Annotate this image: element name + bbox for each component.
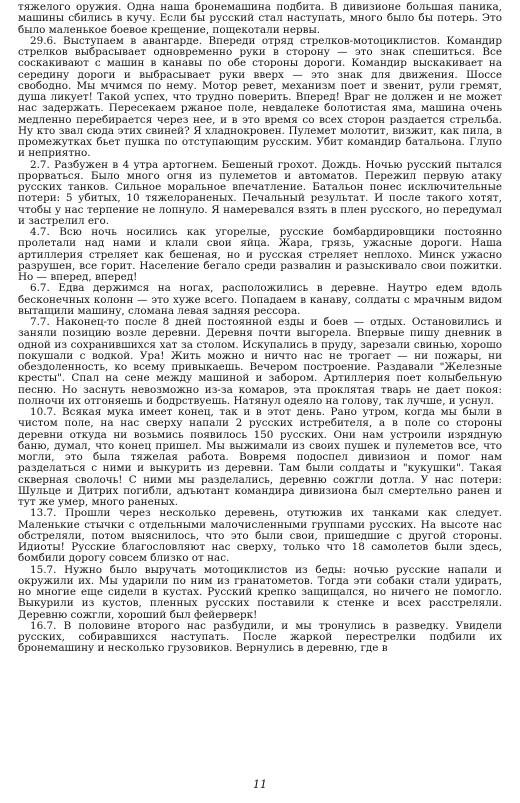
document-page <box>18 2 502 655</box>
paragraph-continuation: тяжелого оружия. Одна наша бронемашина подбита. В дивизионе большая паника, машины сбились в кучу. Если бы русский стал наступать, много было бы потерь. Это было маленькое боевое крещение, пощекотали нервы. <box>18 1 502 36</box>
entry-4-7: 4.7. Всю ночь носились как угорелые, русские бомбардировщики постоянно пролетали над нами и клали свои яйца. Жара, грязь, ужасные дороги. Наша артиллерия стреляет как бешеная, но и русская стреляет неплохо. Минск ужасно разрушен, все горит. Население бегало среди развалин и разыскивало свои пожитки. Но — вперед, вперед! <box>18 226 502 283</box>
entry-10-7: 10.7. Всякая мука имеет конец, так и в этот день. Рано утром, когда мы были в чистом поле, на нас сверху напали 2 русских истребителя, а в поле со стороны деревни откуда ни возьмись появилось 150 русских. Они нам устроили изрядную баню, думал, что конец пришел. Мы выжимали из своих пушек и пулеметов все, что могли, это была тяжелая работа. Вовремя подоспел дивизион и помог нам разделаться с ними и выкурить из деревни. Там были солдаты и "кукушки". Такая скверная сволочь! С ними мы разделались, деревню сожгли дотла. У нас потери: Шульце и Дитрих погибли, адъютант командира дивизиона был смертельно ранен и тут же умер, много раненых. <box>18 406 502 508</box>
page-number: 11 <box>253 778 267 791</box>
entry-2-7: 2.7. Разбужен в 4 утра артогнем. Бешеный грохот. Дождь. Ночью русский пытался прорваться. Было много огня из пулеметов и автоматов. Пережил первую атаку русских танков. Сильное моральное впечатление. Батальон понес исключительные потери: 5 убитых, 10 тяжелораненых. Печальный результат. И после такого хотят, чтобы у нас терпение не лопнуло. Я намеревался взять в плен русского, но передумал и застрелил его. <box>18 158 502 227</box>
entry-7-7: 7.7. Наконец-то после 8 дней постоянной езды и боев — отдых. Остановились и заняли позицию возле деревни. Деревня почти выгорела. Впервые пишу дневник в одной из сохранившихся хат за столом. Искупались в пруду, зарезали свинью, хорошо покушали с водкой. Ура! Жить можно и ничто нас не трогает — ни пожары, ни обездоленность, ко всему привыкаешь. Вечером построение. Раздавали "Железные кресты". Спал на сене между машиной и забором. Артиллерия поет колыбельную песню. Но заснуть невозможно из-за комаров, эта проклятая тварь не дает покоя: полночи их отгоняешь и бодрствуешь. Натянул одеяло на голову, так лучше, и уснул. <box>18 316 502 407</box>
entry-29-6: 29.6. Выступаем в авангарде. Впереди отряд стрелков-мотоциклистов. Командир стрелков выбрасывает одновременно руки в сторону — это знак спешиться. Все соскакивают с машин в канавы по обе стороны дороги. Командир выскакивает на середину дороги и выбрасывает руки вверх — это знак для движения. Шоссе свободно. Мы мчимся по нему. Мотор ревет, механизм поет и звенит, рули гремят, душа ликует! Такой успех, что трудно поверить. Вперед! Враг не должен и не может нас задержать. Пересекаем ржаное поле, невдалеке болотистая яма, машина очень медленно перебирается через нее, и в это время со всех сторон раздается стрельба. Ну кто звал сюда этих свиней? Я хладнокровен. Пулемет молотит, визжит, как пила, в промежутках бьет пушка по отступающим русским. Убит командир батальона. Глупо и неприятно. <box>18 34 502 160</box>
entry-6-7: 6.7. Едва держимся на ногах, расположились в деревне. Наутро едем вдоль бесконечных колонн — это хуже всего. Попадаем в канаву, солдаты с мрачным видом вытащили машину, сломана левая задняя рессора. <box>18 282 502 317</box>
entry-16-7: 16.7. В половине второго нас разбудили, и мы тронулись в разведку. Увидели русских, собиравшихся наступать. После жаркой перестрелки подбили их бронемашину и несколько грузовиков. Вернулись в деревню, где в <box>18 619 502 655</box>
entry-15-7: 15.7. Нужно было выручать мотоциклистов из беды: ночью русские напали и окружили их. Мы ударили по ним из гранатометов. Тогда эти собаки стали удирать, но многие еще сидели в кустах. Русский крепко защищался, но ничего не помогло. Выкурили из кустов, пленных русских поставили к стенке и всех расстреляли. Деревню сожгли, хороший был фейерверк! <box>18 563 502 621</box>
entry-13-7: 13.7. Прошли через несколько деревень, отутюжив их танками как следует. Маленькие стычки с отдельными малочисленными группами русских. На высоте нас обстреляли, потом выяснилось, что это были свои, пришедшие с другой стороны. Идиоты! Русские благословляют нас сверху, только что 18 самолетов были здесь, бомбили дорогу совсем близко от нас. <box>18 507 502 565</box>
